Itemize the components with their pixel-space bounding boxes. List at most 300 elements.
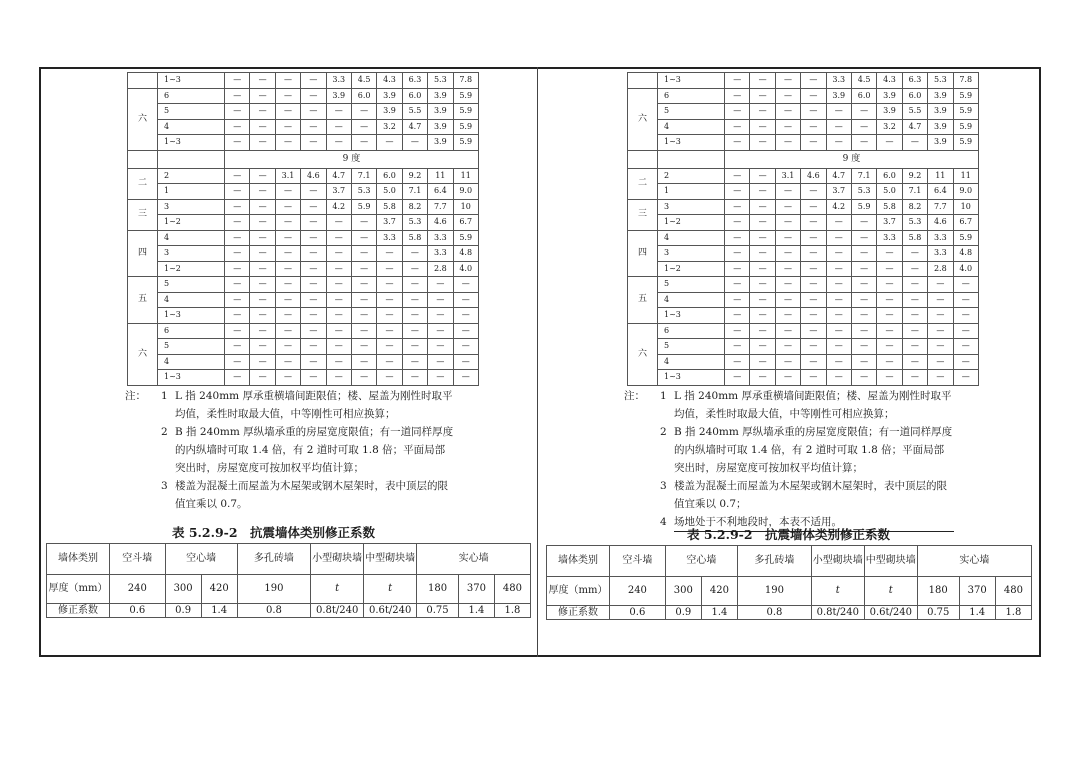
group-cell: 二 (628, 168, 658, 199)
value-cell: 4.8 (453, 246, 478, 262)
value-cell: — (801, 135, 826, 151)
value-cell: — (801, 308, 826, 324)
coefficient-label: 修正系数 (547, 606, 610, 620)
value-cell: 7.1 (902, 184, 927, 200)
value-cell: — (225, 277, 250, 293)
note-text: 楼盖为混凝土而屋盖为木屋架或钢木屋架时，表中顶层的限值宜乘以 0.7。 (175, 480, 448, 510)
header-cell: 中型砌块墙 (864, 546, 917, 577)
value-cell: — (301, 104, 326, 120)
value-cell: — (326, 292, 351, 308)
level-cell: 4 (658, 230, 725, 246)
value-cell: 3.1 (775, 168, 800, 184)
coefficient-cell: 0.8 (738, 606, 812, 620)
value-cell: — (377, 339, 402, 355)
value-cell: 10 (953, 199, 978, 215)
value-cell: — (453, 339, 478, 355)
value-cell: 5.8 (402, 230, 427, 246)
thickness-cell: t (311, 575, 364, 604)
thickness-cell: 480 (995, 577, 1031, 606)
value-cell: — (877, 354, 902, 370)
value-cell: — (801, 215, 826, 231)
value-cell: 5.3 (851, 184, 876, 200)
value-cell: — (725, 230, 750, 246)
value-cell: — (826, 230, 851, 246)
value-cell: 6.0 (851, 88, 876, 104)
value-cell: — (775, 199, 800, 215)
value-cell: — (301, 370, 326, 386)
intensity-label: 9 度 (225, 150, 479, 168)
group-cell: 二 (128, 168, 158, 199)
value-cell: — (453, 354, 478, 370)
value-cell: — (775, 292, 800, 308)
table-row (628, 277, 979, 293)
value-cell: — (377, 292, 402, 308)
value-cell: — (928, 292, 953, 308)
value-cell: — (428, 339, 453, 355)
value-cell: — (826, 277, 851, 293)
note-text: 场地处于不利地段时，本表不适用。 (674, 513, 954, 532)
value-cell: — (775, 135, 800, 151)
value-cell: 9.0 (453, 184, 478, 200)
value-cell: — (725, 323, 750, 339)
level-cell: 1~3 (658, 370, 725, 386)
note-text: L 指 240mm 厚承重横墙间距限值；楼、屋盖为刚性时取平均值，柔性时取最大值，中等刚性可相应换算； (674, 390, 952, 420)
value-cell: 4.7 (902, 119, 927, 135)
value-cell: 3.3 (428, 246, 453, 262)
value-cell: — (877, 246, 902, 262)
value-cell: 3.9 (928, 119, 953, 135)
value-cell: — (953, 370, 978, 386)
thickness-row (47, 575, 531, 604)
value-cell: — (801, 261, 826, 277)
value-cell: — (275, 277, 300, 293)
table-row (628, 184, 979, 200)
value-cell: 6.0 (377, 168, 402, 184)
thickness-cell: 180 (917, 577, 959, 606)
value-cell: — (928, 323, 953, 339)
value-cell: — (750, 370, 775, 386)
value-cell: 4.5 (351, 73, 376, 89)
value-cell: — (326, 230, 351, 246)
value-cell: 6.0 (351, 88, 376, 104)
note-number: 1 (660, 390, 667, 402)
thickness-cell: 420 (701, 577, 737, 606)
value-cell: — (275, 323, 300, 339)
value-cell: — (351, 261, 376, 277)
level-cell (158, 150, 225, 168)
table-row (128, 215, 479, 231)
coef-table (546, 545, 1032, 620)
note-lead (624, 423, 660, 477)
value-cell: — (902, 277, 927, 293)
value-cell: 5.9 (953, 104, 978, 120)
value-cell: 11 (928, 168, 953, 184)
value-cell: — (351, 246, 376, 262)
level-cell: 6 (658, 88, 725, 104)
value-cell: — (902, 246, 927, 262)
value-cell: — (928, 308, 953, 324)
value-cell: — (775, 339, 800, 355)
value-cell: 3.9 (928, 104, 953, 120)
note-number: 2 (161, 426, 168, 438)
value-cell: 3.3 (428, 230, 453, 246)
value-cell: 3.9 (877, 88, 902, 104)
value-cell: 3.2 (877, 119, 902, 135)
table-row (128, 168, 479, 184)
wall-type-header: 墙体类别 (47, 544, 110, 575)
level-cell: 1~3 (658, 308, 725, 324)
value-cell: 8.2 (902, 199, 927, 215)
table-row (628, 215, 979, 231)
value-cell: — (750, 354, 775, 370)
value-cell: — (351, 277, 376, 293)
group-cell: 五 (128, 277, 158, 324)
value-cell: — (275, 370, 300, 386)
value-cell: — (877, 261, 902, 277)
thickness-cell: t (811, 577, 864, 606)
level-cell: 1~3 (158, 73, 225, 89)
level-cell: 6 (658, 323, 725, 339)
value-cell: — (851, 119, 876, 135)
table-row (628, 261, 979, 277)
thickness-cell: 370 (959, 577, 995, 606)
coefficient-row (547, 606, 1032, 620)
value-cell: — (275, 246, 300, 262)
level-cell: 3 (658, 199, 725, 215)
coefficient-cell: 1.4 (959, 606, 995, 620)
value-cell: — (326, 277, 351, 293)
table-row (628, 292, 979, 308)
thickness-cell: 420 (201, 575, 237, 604)
header-cell: 空心墙 (165, 544, 237, 575)
value-cell: 5.9 (453, 104, 478, 120)
value-cell: — (801, 88, 826, 104)
table-row (128, 135, 479, 151)
value-cell: 3.3 (928, 230, 953, 246)
note-text: 楼盖为混凝土而屋盖为木屋架或钢木屋架时，表中顶层的限值宜乘以 0.7； (674, 480, 947, 510)
value-cell: — (801, 104, 826, 120)
value-cell: — (750, 230, 775, 246)
value-cell: — (250, 323, 275, 339)
value-cell: 3.3 (826, 73, 851, 89)
value-cell: — (775, 215, 800, 231)
table-row (128, 230, 479, 246)
table-row (128, 246, 479, 262)
wall-type-header: 墙体类别 (547, 546, 610, 577)
value-cell: — (750, 184, 775, 200)
value-cell: — (275, 308, 300, 324)
value-cell: — (250, 135, 275, 151)
value-cell: — (453, 277, 478, 293)
value-cell: — (750, 323, 775, 339)
value-cell: — (326, 119, 351, 135)
value-cell: 4.6 (428, 215, 453, 231)
value-cell: — (402, 370, 427, 386)
value-cell: 5.3 (351, 184, 376, 200)
value-cell: — (953, 339, 978, 355)
value-cell: 6.0 (902, 88, 927, 104)
note-lead (624, 513, 660, 532)
level-cell: 1~2 (158, 215, 225, 231)
value-cell: 11 (428, 168, 453, 184)
value-cell: 8.2 (402, 199, 427, 215)
value-cell: — (775, 323, 800, 339)
value-cell: — (801, 292, 826, 308)
value-cell: 4.0 (953, 261, 978, 277)
value-cell: — (877, 308, 902, 324)
value-cell: — (775, 354, 800, 370)
table-row (128, 119, 479, 135)
value-cell: — (775, 119, 800, 135)
thickness-cell: 240 (610, 577, 666, 606)
value-cell: 5.8 (877, 199, 902, 215)
note-number: 3 (161, 480, 168, 492)
group-cell: 三 (628, 199, 658, 230)
table-row (128, 88, 479, 104)
table-row (128, 323, 479, 339)
value-cell: 5.8 (902, 230, 927, 246)
group-cell: 六 (628, 88, 658, 150)
table-row (128, 339, 479, 355)
header-cell: 多孔砖墙 (237, 544, 311, 575)
table-row (628, 308, 979, 324)
table-row (628, 246, 979, 262)
value-cell: — (953, 323, 978, 339)
note-text: L 指 240mm 厚承重横墙间距限值；楼、屋盖为刚性时取平均值，柔性时取最大值，中等刚性可相应换算； (175, 390, 453, 420)
value-cell: 3.9 (428, 135, 453, 151)
value-cell: 3.9 (428, 119, 453, 135)
table-row (628, 73, 979, 89)
coefficient-cell: 0.6 (610, 606, 666, 620)
value-cell: — (225, 119, 250, 135)
table-row (128, 73, 479, 89)
value-cell: — (275, 199, 300, 215)
value-cell: 5.9 (953, 88, 978, 104)
value-cell: — (826, 119, 851, 135)
value-cell: — (250, 277, 275, 293)
value-cell: — (225, 168, 250, 184)
value-cell: — (902, 323, 927, 339)
value-cell: 5.3 (928, 73, 953, 89)
value-cell: — (725, 370, 750, 386)
thickness-cell: 370 (458, 575, 494, 604)
value-cell: — (301, 308, 326, 324)
thickness-label: 厚度（mm） (47, 575, 110, 604)
value-cell: — (826, 292, 851, 308)
note-item (624, 387, 954, 423)
value-cell: — (851, 246, 876, 262)
value-cell: — (225, 215, 250, 231)
value-cell: 4.6 (801, 168, 826, 184)
coefficient-cell: 0.6 (110, 604, 166, 618)
value-cell: — (250, 168, 275, 184)
value-cell: 10 (453, 199, 478, 215)
value-cell: — (326, 354, 351, 370)
level-cell: 1~2 (658, 261, 725, 277)
header-cell: 小型砌块墙 (811, 546, 864, 577)
value-cell: — (402, 261, 427, 277)
table-row (628, 88, 979, 104)
value-cell: 3.7 (377, 215, 402, 231)
value-cell: — (250, 199, 275, 215)
value-cell: — (775, 246, 800, 262)
value-cell: — (826, 261, 851, 277)
coefficient-cell: 0.9 (165, 604, 201, 618)
value-cell: — (801, 246, 826, 262)
value-cell: — (351, 354, 376, 370)
value-cell: — (725, 215, 750, 231)
table-caption: 表 5.2.9-2 抗震墙体类别修正系数 (687, 527, 891, 542)
level-cell: 1~3 (158, 135, 225, 151)
value-cell: — (851, 308, 876, 324)
value-cell: 9.0 (953, 184, 978, 200)
value-cell: — (750, 308, 775, 324)
value-cell: — (275, 261, 300, 277)
value-cell: — (851, 277, 876, 293)
value-cell: — (725, 277, 750, 293)
value-cell: — (326, 104, 351, 120)
table-row (628, 230, 979, 246)
value-cell: — (275, 119, 300, 135)
value-cell: — (725, 292, 750, 308)
thickness-cell: 240 (110, 575, 166, 604)
table-row (628, 104, 979, 120)
value-cell: 4.7 (326, 168, 351, 184)
value-cell: — (725, 104, 750, 120)
value-cell: — (301, 277, 326, 293)
value-cell: — (351, 119, 376, 135)
value-cell: 4.7 (826, 168, 851, 184)
value-cell: — (851, 135, 876, 151)
value-cell: 7.7 (928, 199, 953, 215)
value-cell: — (225, 323, 250, 339)
intensity-label: 9 度 (725, 150, 979, 168)
coefficient-cell: 0.8 (237, 604, 311, 618)
value-cell: — (225, 88, 250, 104)
table-row (628, 199, 979, 215)
value-cell: — (750, 261, 775, 277)
value-cell: — (801, 230, 826, 246)
header-row (47, 544, 531, 575)
note-item (125, 387, 455, 423)
level-cell: 5 (158, 339, 225, 355)
value-cell: — (902, 354, 927, 370)
group-cell: 六 (628, 323, 658, 385)
coefficient-row (47, 604, 531, 618)
value-cell: 7.1 (402, 184, 427, 200)
notes (624, 387, 954, 532)
value-cell: 3.9 (377, 88, 402, 104)
group-cell (628, 150, 658, 168)
value-cell: — (225, 370, 250, 386)
value-cell: — (301, 246, 326, 262)
value-cell: — (826, 370, 851, 386)
level-cell: 5 (158, 104, 225, 120)
value-cell: — (225, 292, 250, 308)
thickness-cell: 480 (494, 575, 530, 604)
value-cell: 4.7 (402, 119, 427, 135)
page-divider (537, 67, 538, 657)
value-cell: — (902, 339, 927, 355)
value-cell: — (250, 119, 275, 135)
value-cell: — (377, 261, 402, 277)
level-cell: 3 (158, 246, 225, 262)
value-cell: — (377, 135, 402, 151)
level-cell: 6 (158, 88, 225, 104)
value-cell: 6.0 (877, 168, 902, 184)
value-cell: — (326, 370, 351, 386)
level-cell: 1 (658, 184, 725, 200)
value-cell: 6.3 (402, 73, 427, 89)
level-cell: 4 (158, 119, 225, 135)
value-cell: 3.9 (326, 88, 351, 104)
limits-table (127, 72, 479, 386)
value-cell: — (377, 308, 402, 324)
value-cell: — (801, 339, 826, 355)
value-cell: — (275, 88, 300, 104)
header-cell: 实心墙 (917, 546, 1031, 577)
level-cell: 4 (158, 230, 225, 246)
level-cell: 4 (158, 292, 225, 308)
value-cell: — (801, 184, 826, 200)
value-cell: — (725, 339, 750, 355)
level-cell: 3 (158, 199, 225, 215)
table-row (128, 277, 479, 293)
value-cell: — (877, 370, 902, 386)
value-cell: — (851, 261, 876, 277)
coefficient-cell: 0.75 (917, 606, 959, 620)
value-cell: — (928, 339, 953, 355)
coefficient-cell: 0.6t/240 (864, 606, 917, 620)
value-cell: — (402, 308, 427, 324)
table-row (128, 199, 479, 215)
value-cell: — (902, 261, 927, 277)
value-cell: — (877, 339, 902, 355)
level-cell: 5 (658, 277, 725, 293)
value-cell: — (402, 292, 427, 308)
group-cell: 六 (128, 88, 158, 150)
value-cell: — (402, 323, 427, 339)
value-cell: — (851, 292, 876, 308)
value-cell: — (851, 370, 876, 386)
value-cell: — (725, 184, 750, 200)
value-cell: 2.8 (428, 261, 453, 277)
note-lead (624, 477, 660, 513)
value-cell: — (326, 323, 351, 339)
value-cell: 3.9 (928, 135, 953, 151)
value-cell: 2.8 (928, 261, 953, 277)
value-cell: — (801, 73, 826, 89)
value-cell: — (826, 215, 851, 231)
note-number: 2 (660, 426, 667, 438)
value-cell: — (826, 135, 851, 151)
coefficient-cell: 1.8 (995, 606, 1031, 620)
thickness-cell: 300 (665, 577, 701, 606)
value-cell: 7.8 (953, 73, 978, 89)
value-cell: — (225, 261, 250, 277)
value-cell: — (377, 277, 402, 293)
level-cell: 2 (658, 168, 725, 184)
coefficient-cell: 0.9 (665, 606, 701, 620)
group-cell: 五 (628, 277, 658, 324)
header-row (547, 546, 1032, 577)
value-cell: — (750, 104, 775, 120)
note-item (624, 423, 954, 477)
value-cell: 5.3 (428, 73, 453, 89)
value-cell: — (275, 215, 300, 231)
value-cell: — (225, 246, 250, 262)
value-cell: 3.1 (275, 168, 300, 184)
